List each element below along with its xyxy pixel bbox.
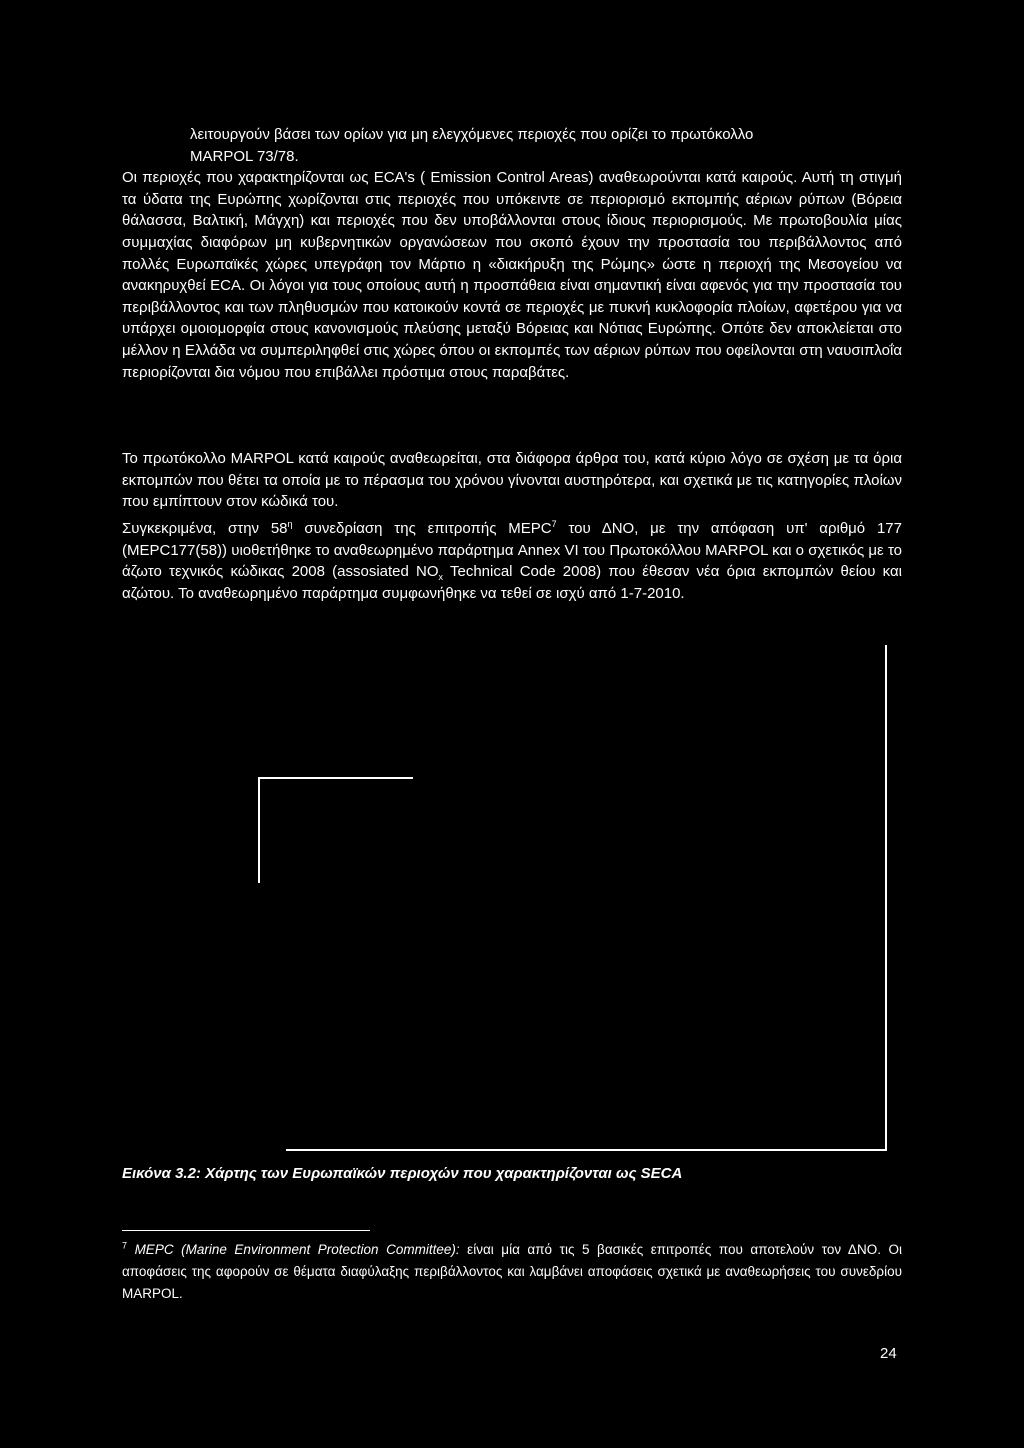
mepc-text-c: του ΔΝΟ, με την απόφαση υπ' αριθμό 177 (MEPC177(58)) υιοθετήθηκε το αναθεωρημένο παράρτημα Annex VI του Πρωτοκόλλου MARPOL και ο σχετικός με το άζωτο τεχνικός κώδικας 2008 (assosiated NO <box>122 520 902 581</box>
footnote-lead: MEPC (Marine Environment Protection Committee): <box>127 1242 460 1257</box>
footnote <box>122 1239 902 1305</box>
mepc-text-b: συνεδρίαση της επιτροπής MEPC <box>292 520 552 537</box>
figure-caption: Εικόνα 3.2: Χάρτης των Ευρωπαϊκών περιοχών που χαρακτηρίζονται ως SECA <box>122 1165 683 1182</box>
paragraph-continuation-line-2: MARPOL 73/78. <box>190 147 299 165</box>
body-text-marpol <box>122 448 902 513</box>
footnote-marker: 7 <box>122 1240 128 1251</box>
nox-subscript: x <box>438 572 444 583</box>
footnote-reference[interactable]: 7 <box>551 519 557 529</box>
figure-border-left <box>258 777 260 883</box>
paragraph-eca: Οι περιοχές που χαρακτηρίζονται ως ECA's ( Emission Control Areas) αναθεωρούνται κατά καιρούς. Αυτή τη στιγμή τα ύδατα της Ευρώπης χωρίζονται στις περιοχές που υπόκειντε σε περιορισμό εκπομπής αέριων ρύπων (Βόρεια θάλασσα, Βαλτική, Μάγχη) και περιοχές που δεν υποβάλλονται στους ίδιους περιορισμούς. Με πρωτοβουλία μίας συμμαχίας διαφόρων μη κυβερνητικών οργανώσεων που σκοπό έχουν την προστασία του περιβάλλοντος από πολλές Ευρωπαϊκές χώρες υπεγράφη τον Μάρτιο η «διακήρυξη της Ρώμης» ώστε η περιοχή της Μεσογείου να ανακηρυχθεί ECA. Οι λόγοι για τους οποίους αυτή η προσπάθεια είναι σημαντική είναι αφενός για την προστασία του περιβάλλοντος και των πληθυσμών που κατοικούν κοντά σε περιοχές με πυκνή κυκλοφορία πλοίων, αφετέρου για να υπάρχει ομοιομορφία στους κανονισμούς πλεύσης μεταξύ Βόρειας και Νότιας Ευρώπης. Οπότε δεν αποκλείεται στο μέλλον η Ελλάδα να συμπεριληφθεί στις χώρες όπου οι εκπομπές των αέριων ρύπων που οφείλονται στη ναυσιπλοΐα περιορίζονται δια νόμου που επιβάλλει πρόστιμα στους παραβάτες. <box>122 169 902 381</box>
body-text-top <box>122 124 902 383</box>
mepc-text-d: Technical Code 2008) που έθεσαν νέα όρια εκπομπών θείου και αζώτου. Το αναθεωρημένο παράρτημα συμφωνήθηκε να τεθεί σε ισχύ από 1-7-2010. <box>122 563 902 602</box>
body-text-mepc <box>122 518 902 604</box>
paragraph-continuation-line-1: λειτουργούν βάσει των ορίων για μη ελεγχόμενες περιοχές που ορίζει το πρωτόκολλο <box>190 126 754 143</box>
mepc-text-a: Συγκεκριμένα, στην 58 <box>122 520 288 537</box>
page-number: 24 <box>880 1345 897 1362</box>
footnote-divider <box>122 1230 370 1231</box>
paragraph-marpol-revision: Το πρωτόκολλο MARPOL κατά καιρούς αναθεωρείται, στα διάφορα άρθρα του, κατά κύριο λόγο σε σχέση με τα όρια εκπομπών που θέτει τα οποία με το πέρασμα του χρόνου γίνονται αυστηρότερα, και σχετικά με τις κατηγορίες πλοίων που εμπίπτουν στον κώδικά του. <box>122 450 902 511</box>
paragraph-mepc-annex <box>122 518 902 604</box>
figure-border-top <box>258 777 413 779</box>
ordinal-superscript: η <box>287 519 293 529</box>
figure-border-bottom <box>286 1149 887 1151</box>
footnote-body: είναι μία από τις 5 βασικές επιτροπές που αποτελούν τον ΔΝΟ. Οι αποφάσεις της αφορούν σε θέματα διαφύλαξης περιβάλλοντος και λαμβάνει αποφάσεις σχετικά με αναθεωρήσεις του συνεδρίου MARPOL. <box>122 1242 903 1301</box>
figure-border-right <box>885 645 887 1151</box>
